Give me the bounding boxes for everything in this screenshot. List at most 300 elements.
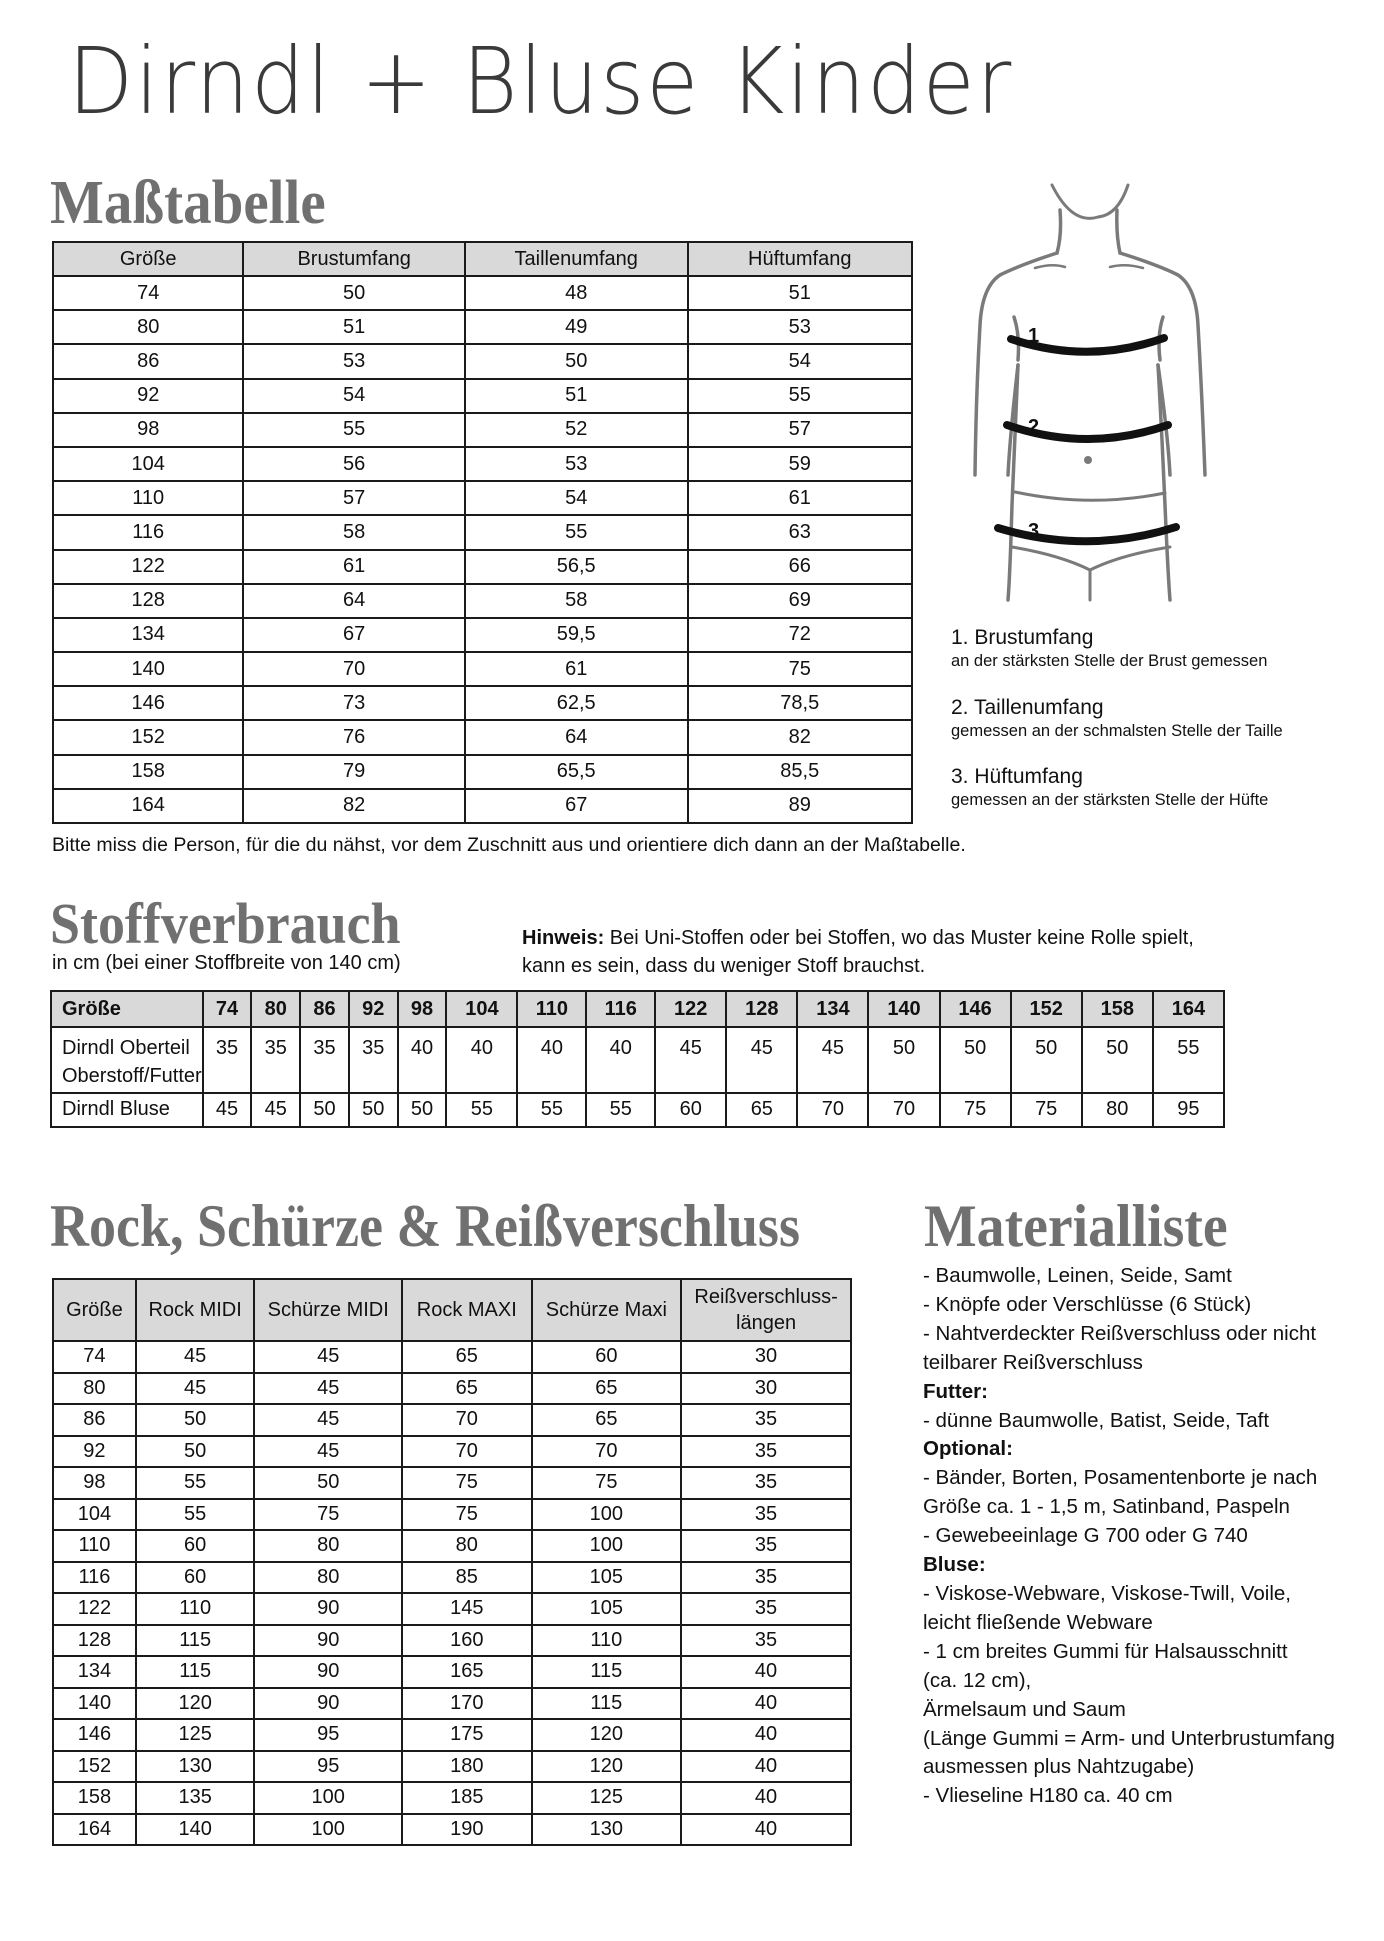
table-cell: 115	[532, 1656, 682, 1688]
table-row	[53, 1656, 851, 1688]
row-label	[51, 1027, 203, 1093]
table-cell: 80	[1082, 1093, 1153, 1127]
table-cell: 130	[136, 1751, 255, 1783]
material-list-item: - Knöpfe oder Verschlüsse (6 Stück)	[923, 1292, 1252, 1316]
table-cell: 164	[53, 1814, 136, 1846]
table-cell: 45	[203, 1093, 252, 1127]
table-cell: 55	[1153, 1027, 1224, 1093]
measurement-note: Bitte miss die Person, für die du nähst, vor dem Zuschnitt aus und orientiere dich dann an der Maßtabelle.	[52, 834, 966, 856]
table-row	[53, 584, 912, 618]
table-cell: 73	[243, 686, 465, 720]
size-header: 164	[1153, 991, 1224, 1027]
material-category-heading: Futter:	[923, 1379, 988, 1403]
table-cell: 50	[300, 1093, 349, 1127]
table-cell: 45	[254, 1373, 402, 1405]
column-header-rock-maxi: Rock MAXI	[402, 1279, 532, 1341]
table-cell: 115	[136, 1656, 255, 1688]
table-cell: 185	[402, 1782, 532, 1814]
table-cell: 40	[517, 1027, 586, 1093]
legend-bust-title: 1. Brustumfang	[951, 626, 1094, 649]
table-cell: 40	[681, 1814, 851, 1846]
size-header: 152	[1011, 991, 1082, 1027]
material-list-item: (Länge Gummi = Arm- und Unterbrustumfang	[923, 1726, 1335, 1750]
table-cell: 95	[1153, 1093, 1224, 1127]
table-cell: 51	[688, 276, 913, 310]
material-list-item: Ärmelsaum und Saum	[923, 1697, 1126, 1721]
table-cell: 55	[136, 1467, 255, 1499]
table-cell: 180	[402, 1751, 532, 1783]
table-cell: 57	[243, 481, 465, 515]
material-list-item: ausmessen plus Nahtzugabe)	[923, 1755, 1195, 1779]
column-header-apron-maxi: Schürze Maxi	[532, 1279, 682, 1341]
table-cell: 35	[681, 1530, 851, 1562]
table-row	[53, 1719, 851, 1751]
material-list-item: - Gewebeeinlage G 700 oder G 740	[923, 1524, 1248, 1548]
table-cell: 50	[349, 1093, 398, 1127]
table-cell: 110	[53, 481, 243, 515]
table-cell: 75	[688, 652, 913, 686]
table-row	[53, 413, 912, 447]
table-cell: 35	[681, 1593, 851, 1625]
table-cell: 40	[446, 1027, 517, 1093]
row-label-line: Dirndl Bluse	[62, 1098, 170, 1120]
table-row	[53, 1341, 851, 1373]
table-cell: 54	[688, 344, 913, 378]
table-cell: 100	[532, 1499, 682, 1531]
table-cell: 35	[681, 1404, 851, 1436]
table-cell: 40	[681, 1751, 851, 1783]
hint-label: Hinweis:	[522, 927, 605, 949]
table-cell: 50	[136, 1404, 255, 1436]
table-cell: 85	[402, 1562, 532, 1594]
table-row	[53, 755, 912, 789]
table-cell: 69	[688, 584, 913, 618]
table-row	[53, 1688, 851, 1720]
table-row	[53, 379, 912, 413]
table-cell: 70	[402, 1436, 532, 1468]
fabric-table-header	[51, 991, 1224, 1027]
table-cell: 100	[254, 1782, 402, 1814]
table-cell: 125	[136, 1719, 255, 1751]
table-cell: 45	[655, 1027, 726, 1093]
table-cell: 79	[243, 755, 465, 789]
table-row	[53, 720, 912, 754]
table-cell: 86	[53, 1404, 136, 1436]
table-cell: 53	[465, 447, 688, 481]
table-cell: 55	[586, 1093, 655, 1127]
table-cell: 53	[688, 310, 913, 344]
table-row	[51, 1093, 1224, 1127]
table-row	[53, 1530, 851, 1562]
table-row	[53, 1499, 851, 1531]
table-cell: 45	[254, 1436, 402, 1468]
table-cell: 57	[688, 413, 913, 447]
table-cell: 140	[53, 652, 243, 686]
table-cell: 72	[688, 618, 913, 652]
table-cell: 40	[681, 1782, 851, 1814]
table-cell: 35	[349, 1027, 398, 1093]
table-row	[53, 1593, 851, 1625]
table-cell: 175	[402, 1719, 532, 1751]
table-cell: 115	[136, 1625, 255, 1657]
table-cell: 122	[53, 1593, 136, 1625]
table-cell: 82	[688, 720, 913, 754]
page-title: Dirndl + Bluse Kinder	[68, 28, 1014, 135]
table-row	[53, 481, 912, 515]
table-cell: 49	[465, 310, 688, 344]
legend-hip-title: 3. Hüftumfang	[951, 765, 1083, 788]
skirt-table-header	[53, 1279, 851, 1341]
measurement-section-title: Maßtabelle	[50, 169, 326, 237]
table-cell: 45	[797, 1027, 868, 1093]
table-cell: 190	[402, 1814, 532, 1846]
table-cell: 35	[251, 1027, 300, 1093]
marker-1: 1	[1028, 325, 1040, 347]
table-cell: 104	[53, 1499, 136, 1531]
table-cell: 110	[532, 1625, 682, 1657]
table-cell: 98	[53, 1467, 136, 1499]
table-cell: 59,5	[465, 618, 688, 652]
table-cell: 140	[136, 1814, 255, 1846]
material-list-item: - Bänder, Borten, Posamentenborte je nach	[923, 1466, 1318, 1490]
table-cell: 55	[465, 515, 688, 549]
table-cell: 105	[532, 1593, 682, 1625]
table-cell: 152	[53, 1751, 136, 1783]
material-list-item: leicht fließende Webware	[923, 1610, 1153, 1634]
table-cell: 45	[254, 1341, 402, 1373]
column-header-apron-midi: Schürze MIDI	[254, 1279, 402, 1341]
size-header: 140	[868, 991, 939, 1027]
table-row	[53, 686, 912, 720]
table-cell: 158	[53, 1782, 136, 1814]
size-header: 80	[251, 991, 300, 1027]
material-list-item: (ca. 12 cm),	[923, 1668, 1032, 1692]
table-cell: 35	[681, 1562, 851, 1594]
body-measurement-figure	[960, 175, 1250, 605]
table-cell: 51	[465, 379, 688, 413]
table-cell: 50	[940, 1027, 1011, 1093]
table-cell: 50	[868, 1027, 939, 1093]
table-cell: 65	[532, 1404, 682, 1436]
table-cell: 60	[655, 1093, 726, 1127]
table-cell: 60	[136, 1562, 255, 1594]
table-cell: 61	[243, 550, 465, 584]
table-cell: 50	[254, 1467, 402, 1499]
table-cell: 90	[254, 1625, 402, 1657]
material-list-item: - Viskose-Webware, Viskose-Twill, Voile,	[923, 1581, 1291, 1605]
marker-3: 3	[1028, 520, 1040, 542]
table-cell: 45	[251, 1093, 300, 1127]
material-list-item: - 1 cm breites Gummi für Halsausschnitt	[923, 1639, 1288, 1663]
legend-waist-title: 2. Taillenumfang	[951, 696, 1104, 719]
table-cell: 60	[136, 1530, 255, 1562]
table-row	[51, 1027, 1224, 1093]
table-cell: 70	[402, 1404, 532, 1436]
column-header-zipper-length	[681, 1279, 851, 1341]
table-cell: 146	[53, 686, 243, 720]
table-cell: 58	[465, 584, 688, 618]
table-cell: 67	[465, 789, 688, 823]
table-cell: 78,5	[688, 686, 913, 720]
table-cell: 70	[797, 1093, 868, 1127]
table-cell: 145	[402, 1593, 532, 1625]
table-cell: 53	[243, 344, 465, 378]
size-header: 122	[655, 991, 726, 1027]
size-header: 128	[726, 991, 797, 1027]
material-list-item: - dünne Baumwolle, Batist, Seide, Taft	[923, 1408, 1270, 1432]
table-cell: 89	[688, 789, 913, 823]
material-category-heading: Optional:	[923, 1437, 1013, 1461]
table-cell: 110	[53, 1530, 136, 1562]
table-row	[53, 789, 912, 823]
table-cell: 50	[136, 1436, 255, 1468]
table-cell: 105	[532, 1562, 682, 1594]
table-cell: 35	[681, 1625, 851, 1657]
measurement-table-header	[53, 242, 912, 276]
table-cell: 92	[53, 1436, 136, 1468]
table-cell: 48	[465, 276, 688, 310]
table-cell: 45	[726, 1027, 797, 1093]
legend-bust-desc: an der stärksten Stelle der Brust gemessen	[951, 652, 1268, 670]
table-cell: 92	[53, 379, 243, 413]
table-cell: 75	[1011, 1093, 1082, 1127]
table-cell: 35	[300, 1027, 349, 1093]
table-cell: 35	[681, 1467, 851, 1499]
table-row	[53, 1436, 851, 1468]
table-row	[53, 515, 912, 549]
table-row	[53, 447, 912, 481]
table-cell: 165	[402, 1656, 532, 1688]
size-header: 134	[797, 991, 868, 1027]
table-cell: 45	[254, 1404, 402, 1436]
material-list-item: teilbarer Reißverschluss	[923, 1350, 1143, 1374]
column-header-bust: Brustumfang	[243, 242, 465, 276]
table-cell: 58	[243, 515, 465, 549]
table-row	[53, 1625, 851, 1657]
table-cell: 40	[586, 1027, 655, 1093]
table-cell: 90	[254, 1593, 402, 1625]
table-cell: 125	[532, 1782, 682, 1814]
table-cell: 134	[53, 1656, 136, 1688]
fabric-subtitle: in cm (bei einer Stoffbreite von 140 cm)	[52, 952, 401, 974]
material-list-item: - Nahtverdeckter Reißverschluss oder nicht	[923, 1321, 1317, 1345]
table-cell: 65	[402, 1373, 532, 1405]
table-cell: 95	[254, 1719, 402, 1751]
table-cell: 70	[868, 1093, 939, 1127]
table-cell: 35	[681, 1499, 851, 1531]
column-header-size: Größe	[53, 242, 243, 276]
material-list	[923, 1262, 1383, 1811]
table-cell: 64	[243, 584, 465, 618]
table-cell: 30	[681, 1373, 851, 1405]
material-section-title: Materialliste	[924, 1193, 1228, 1259]
table-cell: 35	[681, 1436, 851, 1468]
table-cell: 62,5	[465, 686, 688, 720]
table-row	[53, 310, 912, 344]
table-cell: 80	[53, 1373, 136, 1405]
table-cell: 120	[532, 1719, 682, 1751]
hint-text: Bei Uni-Stoffen oder bei Stoffen, wo das Muster keine Rolle spielt, kann es sein, dass du weniger Stoff brauchst.	[522, 927, 1194, 977]
legend-waist-desc: gemessen an der schmalsten Stelle der Taille	[951, 722, 1283, 740]
table-cell: 75	[940, 1093, 1011, 1127]
table-cell: 134	[53, 618, 243, 652]
table-cell: 95	[254, 1751, 402, 1783]
table-cell: 61	[465, 652, 688, 686]
table-cell: 122	[53, 550, 243, 584]
table-cell: 64	[465, 720, 688, 754]
table-cell: 40	[398, 1027, 447, 1093]
table-cell: 45	[136, 1373, 255, 1405]
table-cell: 90	[254, 1656, 402, 1688]
table-cell: 80	[254, 1562, 402, 1594]
table-cell: 56	[243, 447, 465, 481]
table-cell: 54	[243, 379, 465, 413]
table-cell: 65	[726, 1093, 797, 1127]
table-row	[53, 1782, 851, 1814]
table-cell: 80	[402, 1530, 532, 1562]
table-row	[53, 344, 912, 378]
skirt-section-title: Rock, Schürze & Reißverschluss	[50, 1193, 800, 1259]
table-cell: 35	[203, 1027, 252, 1093]
table-cell: 110	[136, 1593, 255, 1625]
table-cell: 67	[243, 618, 465, 652]
table-cell: 70	[532, 1436, 682, 1468]
column-header-hip: Hüftumfang	[688, 242, 913, 276]
table-cell: 60	[532, 1341, 682, 1373]
table-cell: 50	[243, 276, 465, 310]
row-label-line: Oberstoff/Futter	[62, 1065, 202, 1087]
table-cell: 70	[243, 652, 465, 686]
legend-hip-desc: gemessen an der stärksten Stelle der Hüfte	[951, 791, 1269, 809]
size-header: 116	[586, 991, 655, 1027]
table-cell: 130	[532, 1814, 682, 1846]
table-cell: 50	[465, 344, 688, 378]
row-label-line: Dirndl Oberteil	[62, 1037, 190, 1059]
table-cell: 80	[53, 310, 243, 344]
table-row	[53, 550, 912, 584]
table-cell: 50	[1011, 1027, 1082, 1093]
table-cell: 86	[53, 344, 243, 378]
table-cell: 65,5	[465, 755, 688, 789]
table-cell: 75	[402, 1499, 532, 1531]
table-cell: 128	[53, 584, 243, 618]
table-cell: 170	[402, 1688, 532, 1720]
material-list-item: Größe ca. 1 - 1,5 m, Satinband, Paspeln	[923, 1495, 1290, 1519]
table-cell: 75	[402, 1467, 532, 1499]
size-header: 92	[349, 991, 398, 1027]
size-header: 74	[203, 991, 252, 1027]
column-header-size: Größe	[53, 1279, 136, 1341]
table-cell: 76	[243, 720, 465, 754]
fabric-section-title: Stoffverbrauch	[50, 891, 401, 956]
table-cell: 100	[532, 1530, 682, 1562]
table-cell: 80	[254, 1530, 402, 1562]
table-cell: 65	[532, 1373, 682, 1405]
table-cell: 55	[446, 1093, 517, 1127]
fabric-table	[50, 990, 1225, 1128]
table-cell: 55	[688, 379, 913, 413]
table-row	[53, 1467, 851, 1499]
table-cell: 85,5	[688, 755, 913, 789]
table-cell: 56,5	[465, 550, 688, 584]
size-header: 104	[446, 991, 517, 1027]
table-cell: 65	[402, 1341, 532, 1373]
table-cell: 55	[243, 413, 465, 447]
skirt-table	[52, 1278, 852, 1846]
table-cell: 66	[688, 550, 913, 584]
table-cell: 140	[53, 1688, 136, 1720]
zipper-header-line1: Reißverschluss-	[694, 1286, 838, 1308]
table-cell: 116	[53, 515, 243, 549]
table-cell: 146	[53, 1719, 136, 1751]
table-row	[53, 1404, 851, 1436]
table-cell: 135	[136, 1782, 255, 1814]
size-header: 146	[940, 991, 1011, 1027]
table-cell: 50	[1082, 1027, 1153, 1093]
table-cell: 74	[53, 1341, 136, 1373]
size-header: 158	[1082, 991, 1153, 1027]
size-header: 110	[517, 991, 586, 1027]
table-cell: 158	[53, 755, 243, 789]
table-cell: 128	[53, 1625, 136, 1657]
table-row	[53, 276, 912, 310]
table-cell: 50	[398, 1093, 447, 1127]
table-row	[53, 652, 912, 686]
size-header: 98	[398, 991, 447, 1027]
column-header-size: Größe	[51, 991, 203, 1027]
table-cell: 45	[136, 1341, 255, 1373]
column-header-rock-midi: Rock MIDI	[136, 1279, 255, 1341]
table-cell: 98	[53, 413, 243, 447]
table-cell: 100	[254, 1814, 402, 1846]
table-cell: 51	[243, 310, 465, 344]
table-cell: 75	[254, 1499, 402, 1531]
table-cell: 82	[243, 789, 465, 823]
table-cell: 160	[402, 1625, 532, 1657]
table-cell: 55	[136, 1499, 255, 1531]
table-cell: 120	[136, 1688, 255, 1720]
table-cell: 116	[53, 1562, 136, 1594]
row-label	[51, 1093, 203, 1127]
measurement-table	[52, 241, 913, 824]
table-cell: 152	[53, 720, 243, 754]
table-cell: 40	[681, 1656, 851, 1688]
table-cell: 90	[254, 1688, 402, 1720]
table-cell: 54	[465, 481, 688, 515]
table-cell: 75	[532, 1467, 682, 1499]
zipper-header-line2: längen	[736, 1312, 797, 1334]
column-header-waist: Taillenumfang	[465, 242, 688, 276]
table-row	[53, 1814, 851, 1846]
table-row	[53, 1373, 851, 1405]
table-row	[53, 618, 912, 652]
material-list-item: - Vlieseline H180 ca. 40 cm	[923, 1784, 1173, 1808]
table-cell: 115	[532, 1688, 682, 1720]
table-cell: 59	[688, 447, 913, 481]
table-cell: 61	[688, 481, 913, 515]
table-cell: 63	[688, 515, 913, 549]
fabric-hint	[522, 924, 1222, 980]
table-cell: 40	[681, 1719, 851, 1751]
material-category-heading: Bluse:	[923, 1553, 986, 1577]
marker-2: 2	[1028, 416, 1040, 438]
material-list-item: - Baumwolle, Leinen, Seide, Samt	[923, 1264, 1232, 1287]
table-row	[53, 1562, 851, 1594]
table-cell: 40	[681, 1688, 851, 1720]
table-cell: 104	[53, 447, 243, 481]
table-cell: 74	[53, 276, 243, 310]
table-cell: 55	[517, 1093, 586, 1127]
